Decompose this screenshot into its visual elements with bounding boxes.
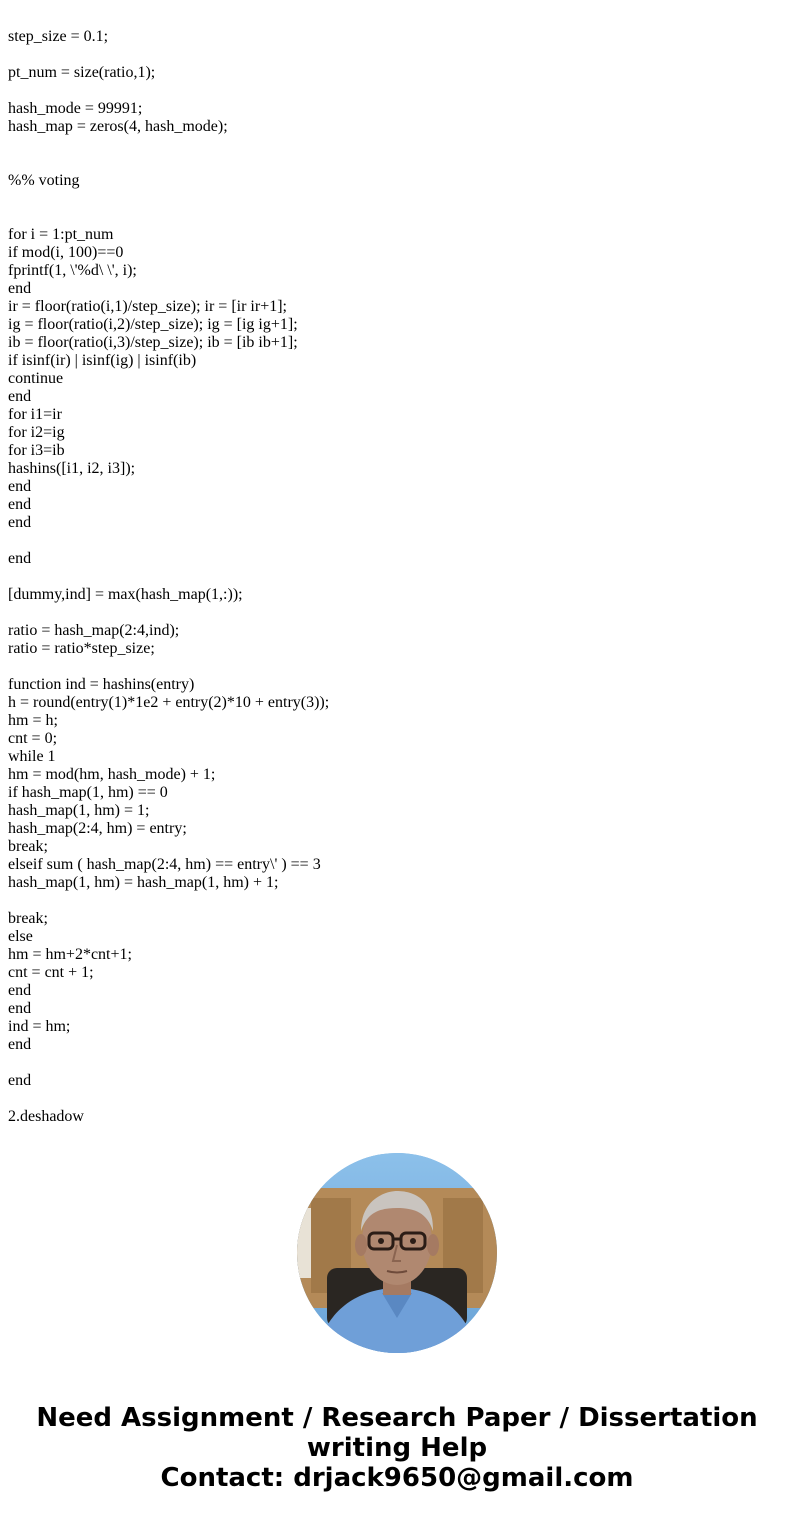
promo-contact-line: Contact: drjack9650@gmail.com	[160, 1463, 634, 1493]
code-line: h = round(entry(1)*1e2 + entry(2)*10 + entry(3));	[8, 694, 330, 711]
code-line: continue	[8, 370, 64, 387]
code-line: end	[8, 388, 32, 405]
promo-banner	[0, 1403, 794, 1493]
code-line: hash_map = zeros(4, hash_mode);	[8, 118, 228, 135]
code-line: hash_map(1, hm) = hash_map(1, hm) + 1;	[8, 874, 279, 891]
code-line: %% voting	[8, 172, 80, 189]
code-line: end	[8, 1036, 32, 1053]
author-avatar	[297, 1153, 497, 1353]
code-line: end	[8, 550, 32, 567]
code-line: 2.deshadow	[8, 1108, 84, 1125]
code-line: for i2=ig	[8, 424, 65, 441]
code-line: [dummy,ind] = max(hash_map(1,:));	[8, 586, 243, 603]
code-line: else	[8, 928, 33, 945]
person-photo-icon	[297, 1153, 497, 1353]
code-line: hm = mod(hm, hash_mode) + 1;	[8, 766, 216, 783]
code-line: function ind = hashins(entry)	[8, 676, 195, 693]
code-line: cnt = cnt + 1;	[8, 964, 94, 981]
code-line: ib = floor(ratio(i,3)/step_size); ib = [ib ib+1];	[8, 334, 298, 351]
code-line: if mod(i, 100)==0	[8, 244, 124, 261]
code-line: for i1=ir	[8, 406, 62, 423]
code-line: end	[8, 280, 32, 297]
code-line: pt_num = size(ratio,1);	[8, 64, 156, 81]
code-line: for i = 1:pt_num	[8, 226, 114, 243]
code-line: hash_map(2:4, hm) = entry;	[8, 820, 187, 837]
code-line: while 1	[8, 748, 56, 765]
code-line	[8, 1090, 786, 1108]
code-line: for i3=ib	[8, 442, 65, 459]
code-line	[8, 46, 786, 64]
code-line: break;	[8, 910, 48, 927]
code-line: hm = h;	[8, 712, 58, 729]
code-line: ratio = ratio*step_size;	[8, 640, 155, 657]
code-line	[8, 892, 786, 910]
code-line: cnt = 0;	[8, 730, 58, 747]
code-line: if isinf(ir) | isinf(ig) | isinf(ib)	[8, 352, 197, 369]
code-line: fprintf(1, \'%d\ \', i);	[8, 262, 137, 279]
code-line	[8, 532, 786, 550]
code-line: end	[8, 496, 32, 513]
code-line: end	[8, 982, 32, 999]
code-line	[8, 658, 786, 676]
code-line	[8, 568, 786, 586]
code-line: end	[8, 478, 32, 495]
code-line: elseif sum ( hash_map(2:4, hm) == entry\' ) == 3	[8, 856, 321, 873]
code-line: end	[8, 514, 32, 531]
code-line: hash_mode = 99991;	[8, 100, 143, 117]
code-line	[8, 136, 786, 154]
code-line: hm = hm+2*cnt+1;	[8, 946, 132, 963]
code-line: if hash_map(1, hm) == 0	[8, 784, 168, 801]
code-line	[8, 604, 786, 622]
code-line: hash_map(1, hm) = 1;	[8, 802, 150, 819]
code-line: break;	[8, 838, 48, 855]
code-line: end	[8, 1072, 32, 1089]
code-line	[8, 1054, 786, 1072]
code-line: hashins([i1, i2, i3]);	[8, 460, 136, 477]
code-line	[8, 190, 786, 208]
code-line: end	[8, 1000, 32, 1017]
code-line: ratio = hash_map(2:4,ind);	[8, 622, 180, 639]
code-line: ir = floor(ratio(i,1)/step_size); ir = [ir ir+1];	[8, 298, 287, 315]
code-line	[8, 208, 786, 226]
promo-line-2: writing Help	[306, 1433, 488, 1463]
code-line	[8, 154, 786, 172]
code-line	[8, 82, 786, 100]
code-line: ig = floor(ratio(i,2)/step_size); ig = [ig ig+1];	[8, 316, 298, 333]
code-document	[8, 28, 786, 1126]
code-line: ind = hm;	[8, 1018, 71, 1035]
code-line: step_size = 0.1;	[8, 28, 109, 45]
promo-line-1: Need Assignment / Research Paper / Dissertation	[36, 1403, 758, 1433]
